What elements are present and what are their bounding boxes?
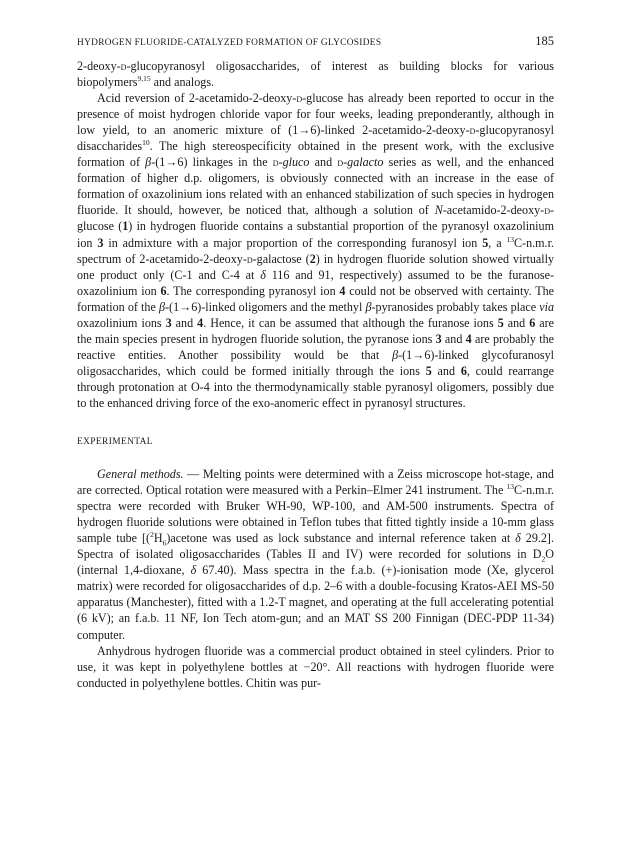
page-header [77,34,554,56]
citation: 10 [142,138,150,148]
citation: 9,15 [137,74,151,84]
paragraph-general-methods: General methods. — Melting points were determined with a Zeiss microscope hot-stage, and are corrected. Optical rotation were measured with a Perkin–Elmer 241 instrument. The $^{13}$C-n.m.r. spectra were recorded with Bruker WH-90, WP-100, and AM-500 instruments. Spectra of hydrogen fluoride solutions were obtained in Teflon tubes that fitted tightly inside a 10-mm glass sample tube [$(^2H_6)acetone$ was used as lock substance and internal reference taken at δ 29.2]. Spectra of isolated oligosaccharides (Tables II and IV) were recorded for solutions in $D_2O$ (internal 1,4-dioxane, δ 67.40). Mass spectra in the f.a.b. (+)-ionisation mode (Xe, glycerol matrix) were recorded for oligosaccharides of d.p. 2–6 with a double-focusing Kratos-AEI MS-50 apparatus (Manchester), fitted with a 1.2-T magnet, and operating at the full accelerating potential (6 kV); an f.a.b. 11 NF, Ion Tech atom-gun; and an MAT SS 200 Finnigan (DEC-PDP 11-34) computer. [77,467,554,642]
page [77,34,554,691]
subsection-title: General methods. [97,467,184,482]
running-head: HYDROGEN FLUORIDE-CATALYZED FORMATION OF GLYCOSIDES [77,38,382,48]
paragraph-discussion: Acid reversion of 2-acetamido-2-deoxy-d-glucose has already been reported to occur in the presence of moist hydrogen chloride vapor for four weeks, leading preponderantly, although in low yield, to an anomeric mixture of (1→6)-linked 2-acetamido-2-deoxy-d-glucopyranosyl disaccharides$^{10}$. The high stereospecificity obtained in the present work, with the exclusive formation of β-(1→6) linkages in the d-gluco and d-galacto series as well, and the enhanced formation of higher d.p. oligomers, is obviously connected with an increase in the ease of formation of oxazolinium ions related with an enhanced stabilization of such species in hydrogen fluoride. It should, however, be noticed that, although a solution of N-acetamido-2-deoxy-d-glucose (1) in hydrogen fluoride contains a substantial proportion of the pyranosyl oxazolinium ion 3 in admixture with a major proportion of the corresponding furanosyl ion 5, a $^{13}$C-n.m.r. spectrum of 2-acetamido-2-deoxy-d-galactose (2) in hydrogen fluoride solution showed virtually one product only (C-1 and C-4 at δ 116 and 91, respectively) assumed to be the furanose-oxazolinium ion 6. The corresponding pyranosyl ion 4 could not be observed with certainty. The formation of the β-(1→6)-linked oligomers and the methyl β-pyranosides probably takes place via oxazolinium ions 3 and 4. Hence, it can be assumed that although the furanose ions 5 and 6 are the main species present in hydrogen fluoride solution, the pyranose ions 3 and 4 are probably the reactive entities. Another possibility would be that β-(1→6)-linked glycofuranosyl oligosaccharides, which could be formed initially through the ions 5 and 6, could rearrange through protonation at O-4 into the thermodynamically stable pyranosyl oligomers, possibly due to the enhanced driving force of the exo-anomeric effect in pyranosyl structures. [77,91,555,410]
paragraph-continuation: 2-deoxy-d-glucopyranosyl oligosaccharides, of interest as building blocks for various biopolymers$^{9,15}$ and analogs. [77,59,554,90]
section-heading-experimental: EXPERIMENTAL [77,437,153,448]
page-number: 185 [535,34,554,48]
paragraph-hydrogen-fluoride: Anhydrous hydrogen fluoride was a commercial product obtained in steel cylinders. Prior to use, it was kept in polyethylene bottles at −20°. All reactions with hydrogen fluoride were conducted in polyethylene bottles. Chitin was pur- [77,643,554,690]
